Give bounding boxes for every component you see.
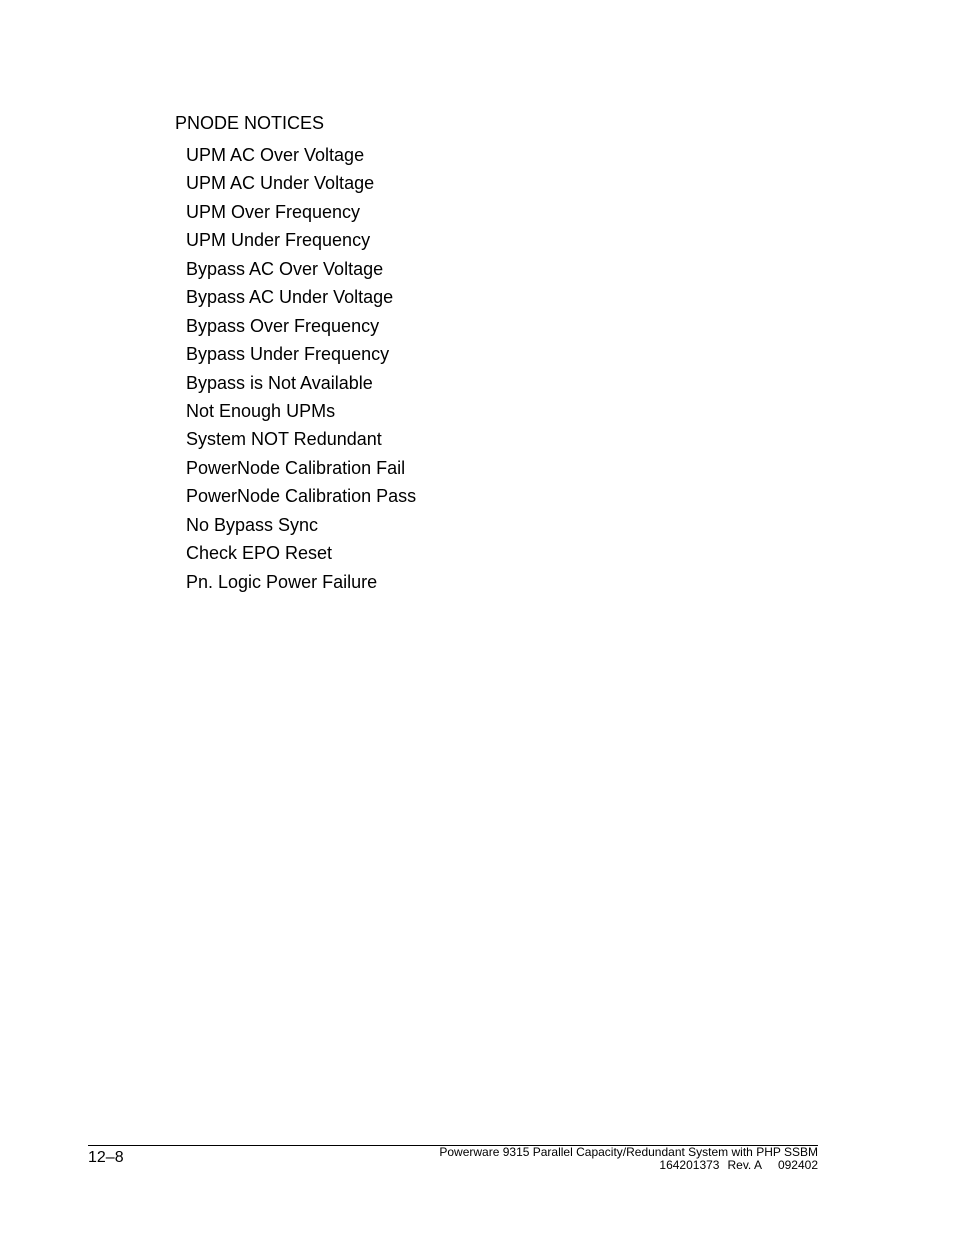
- list-item: UPM AC Over Voltage: [186, 145, 365, 165]
- section-heading: PNODE NOTICES: [175, 113, 325, 133]
- notice-list: [186, 141, 416, 596]
- list-item: PowerNode Calibration Pass: [186, 486, 417, 507]
- list-item: Not Enough UPMs: [186, 400, 336, 421]
- list-item: Bypass is Not Available: [186, 372, 373, 393]
- list-item: No Bypass Sync: [186, 514, 319, 535]
- list-item: PowerNode Calibration Fail: [186, 457, 406, 478]
- list-item: Bypass AC Under Voltage: [186, 287, 394, 308]
- list-item: Bypass Under Frequency: [186, 344, 390, 365]
- footer-date-code: 092402: [777, 1158, 818, 1172]
- page-number: 12–8: [88, 1149, 124, 1166]
- list-item: System NOT Redundant: [186, 429, 382, 450]
- list-item: Pn. Logic Power Failure: [186, 571, 378, 592]
- footer-part-number: 164201373: [659, 1158, 720, 1172]
- list-item: Bypass Over Frequency: [186, 315, 380, 336]
- list-item: UPM Under Frequency: [186, 230, 371, 251]
- list-item: UPM AC Under Voltage: [186, 173, 375, 194]
- footer-part-revision: [659, 1159, 762, 1172]
- list-item: UPM Over Frequency: [186, 201, 361, 222]
- footer-identifiers: [439, 1159, 818, 1172]
- footer-document-info: [439, 1146, 818, 1172]
- list-item: Check EPO Reset: [186, 543, 333, 564]
- footer-revision: Rev. A: [727, 1158, 762, 1172]
- footer-title: Powerware 9315 Parallel Capacity/Redundant System with PHP SSBM: [439, 1145, 818, 1159]
- list-item: Bypass AC Over Voltage: [186, 258, 384, 279]
